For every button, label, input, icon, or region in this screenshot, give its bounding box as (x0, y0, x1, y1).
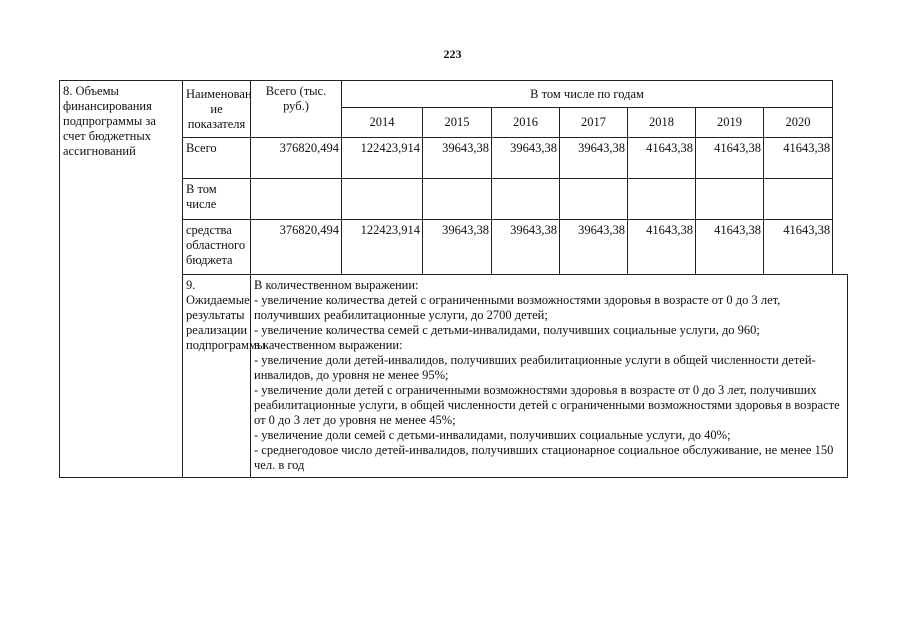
year-header: 2016 (492, 108, 560, 138)
section9-label: 9. Ожидаемые результаты реализации подпрограммы (183, 275, 251, 478)
row-value: 39643,38 (423, 138, 492, 179)
year-header: 2018 (628, 108, 696, 138)
year-header: 2019 (696, 108, 764, 138)
year-header: 2014 (342, 108, 423, 138)
row-value: 41643,38 (696, 138, 764, 179)
row-value (342, 179, 423, 220)
row-value: 39643,38 (492, 220, 560, 275)
result-line: - увеличение количества семей с детьми-инвалидами, получивших социальные услуги, до 960; (254, 323, 760, 337)
row-total (251, 179, 342, 220)
row-value: 39643,38 (560, 138, 628, 179)
column-header-total: Всего (тыс. руб.) (251, 81, 342, 138)
row-total: 376820,494 (251, 220, 342, 275)
row-name: В том числе (183, 179, 251, 220)
column-header-years-group: В том числе по годам (342, 81, 833, 108)
row-value: 39643,38 (423, 220, 492, 275)
result-line: - увеличение доли детей-инвалидов, получивших реабилитационные услуги в общей численности детей-инвалидов, до уровня не менее 95%; (254, 353, 816, 382)
result-line: в качественном выражении: (254, 338, 403, 352)
year-header: 2015 (423, 108, 492, 138)
row-value (628, 179, 696, 220)
table-header-row (60, 81, 848, 108)
result-line: В количественном выражении: (254, 278, 419, 292)
expected-results (251, 275, 848, 478)
row-value (492, 179, 560, 220)
row-name: средства областного бюджета (183, 220, 251, 275)
row-value: 122423,914 (342, 138, 423, 179)
row-value (696, 179, 764, 220)
column-header-name: Наименован ие показателя (183, 81, 251, 138)
row-value: 41643,38 (764, 138, 833, 179)
row-value: 39643,38 (492, 138, 560, 179)
result-line: - увеличение доли семей с детьми-инвалидами, получивших социальные услуги, до 40%; (254, 428, 731, 442)
row-total: 376820,494 (251, 138, 342, 179)
result-line: - увеличение доли детей с ограниченными возможностями здоровья в возрасте от 0 до 3 лет, получивших реабилитационные услуги, в общей численности детей с ограниченными возможностями здоровья в возрасте от 0 до 3 лет до уровня не менее 45%; (254, 383, 840, 427)
row-value: 41643,38 (628, 220, 696, 275)
row-value (423, 179, 492, 220)
page-number: 223 (443, 47, 462, 61)
result-line: - увеличение количества детей с ограниченными возможностями здоровья в возрасте от 0 до 3 лет, получивших реабилитационные услуги, до 2700 детей; (254, 293, 781, 322)
row-value: 122423,914 (342, 220, 423, 275)
row-value (560, 179, 628, 220)
row-name: Всего (183, 138, 251, 179)
row-value: 41643,38 (696, 220, 764, 275)
year-header: 2017 (560, 108, 628, 138)
row-value: 41643,38 (764, 220, 833, 275)
subprogram-passport-table (59, 80, 848, 478)
row-value (764, 179, 833, 220)
section8-label: 8. Объемы финансирования подпрограммы за счет бюджетных ассигнований (60, 81, 183, 478)
year-header: 2020 (764, 108, 833, 138)
result-line: - среднегодовое число детей-инвалидов, получивших стационарное социальное обслуживание, не менее 150 чел. в год (254, 443, 834, 472)
row-value: 41643,38 (628, 138, 696, 179)
row-value: 39643,38 (560, 220, 628, 275)
